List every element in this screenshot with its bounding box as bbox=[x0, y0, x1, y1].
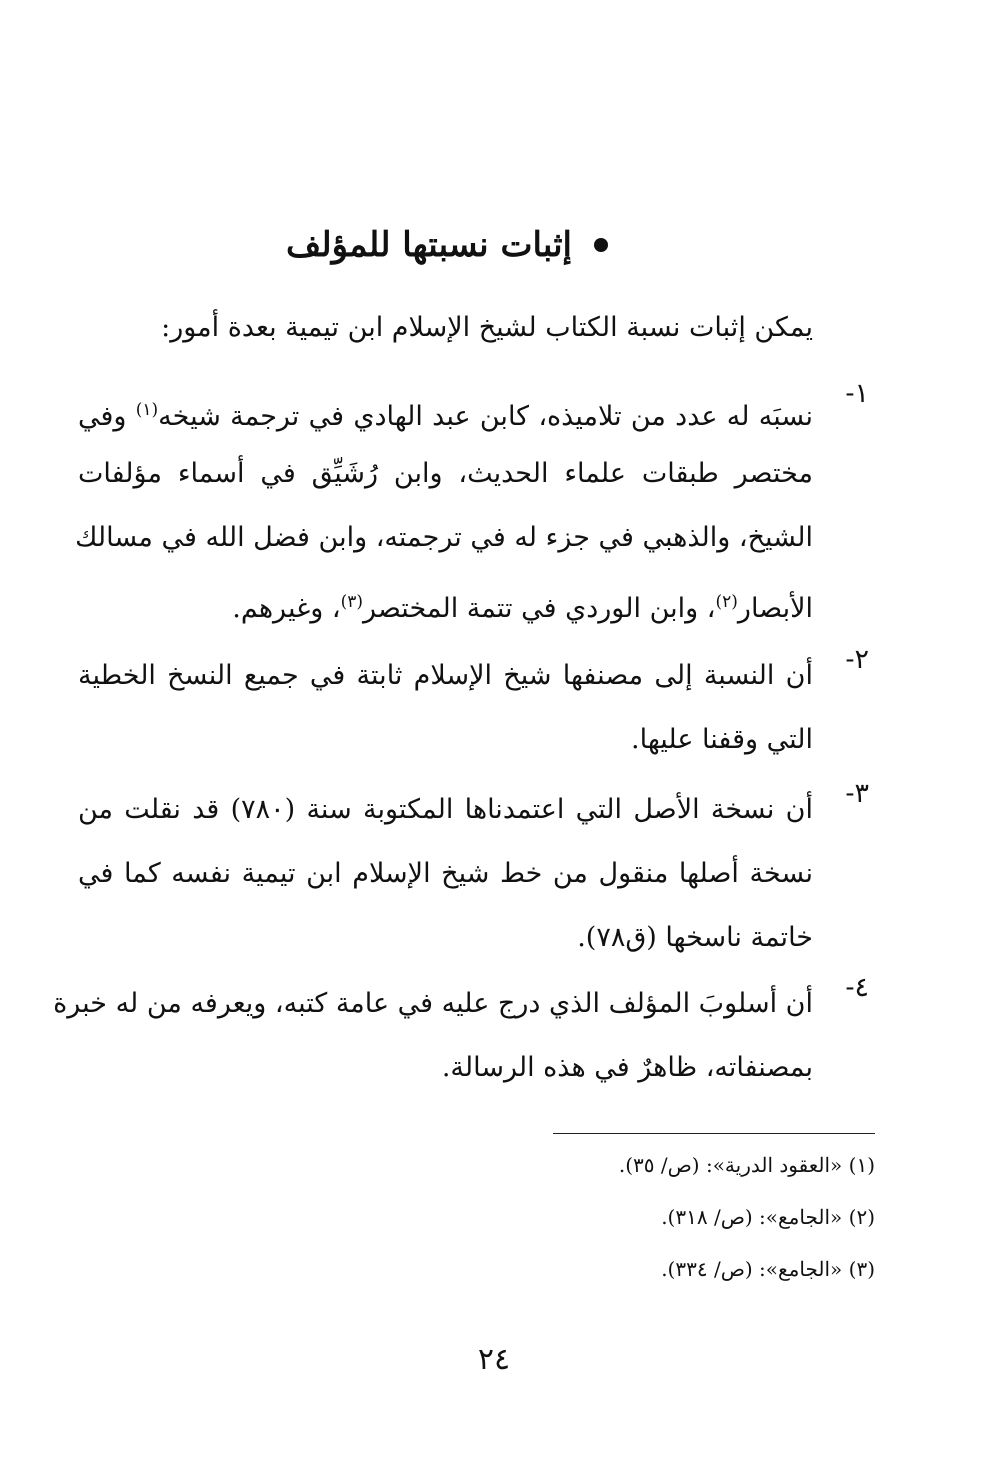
list-item-line: بمصنفاته، ظاهرٌ في هذه الرسالة. bbox=[441, 1052, 813, 1083]
section-heading-text: إثبات نسبتها للمؤلف bbox=[286, 225, 572, 265]
list-item-line: التي وقفنا عليها. bbox=[631, 724, 813, 755]
footnote-divider bbox=[553, 1133, 875, 1134]
footnote-3: (٣) «الجامع»: (ص/ ٣٣٤). bbox=[661, 1257, 875, 1281]
footnote-ref: (٣) bbox=[340, 592, 363, 612]
list-item-line: نسخة أصلها منقول من خط شيخ الإسلام ابن تيمية نفسه كما في bbox=[78, 858, 813, 889]
list-item-line: نسبَه له عدد من تلاميذه، كابن عبد الهادي في ترجمة شيخه$^{(١)}$ وفي bbox=[78, 400, 813, 432]
list-item-line: أن النسبة إلى مصنفها شيخ الإسلام ثابتة في جميع النسخ الخطية bbox=[78, 660, 813, 691]
intro-paragraph: يمكن إثبات نسبة الكتاب لشيخ الإسلام ابن تيمية بعدة أمور: bbox=[161, 312, 813, 343]
bullet-icon bbox=[594, 238, 608, 252]
footnote-2: (٢) «الجامع»: (ص/ ٣١٨). bbox=[661, 1205, 875, 1229]
footnote-ref: (٢) bbox=[715, 592, 738, 612]
list-item-line: الأبصار$^{(٢)}$، وابن الوردي في تتمة المختصر$^{(٣)}$، وغيرهم. bbox=[232, 592, 813, 624]
list-item-number: ٤- bbox=[845, 972, 869, 1003]
list-item-number: ١- bbox=[845, 378, 869, 409]
section-heading bbox=[286, 225, 608, 265]
list-item-line: خاتمة ناسخها (ق٧٨). bbox=[577, 922, 813, 953]
list-item-line: مختصر طبقات علماء الحديث، وابن رُشَيِّق في أسماء مؤلفات bbox=[78, 458, 813, 489]
page-number: ٢٤ bbox=[477, 1342, 511, 1377]
list-item-line: أن نسخة الأصل التي اعتمدناها المكتوبة سنة (٧٨٠) قد نقلت من bbox=[78, 794, 814, 825]
list-item-1 bbox=[75, 378, 869, 634]
list-item-line: الشيخ، والذهبي في جزء له في ترجمته، وابن فضل الله في مسالك bbox=[75, 522, 813, 553]
list-item-number: ٣- bbox=[845, 778, 869, 809]
list-item-4 bbox=[53, 972, 869, 1100]
list-item-3 bbox=[78, 778, 869, 970]
footnote-ref: (١) bbox=[135, 400, 159, 420]
list-item-number: ٢- bbox=[845, 644, 869, 675]
footnote-1: (١) «العقود الدرية»: (ص/ ٣٥). bbox=[618, 1153, 875, 1177]
list-item-line: أن أسلوبَ المؤلف الذي درج عليه في عامة كتبه، ويعرفه من له خبرة bbox=[53, 988, 813, 1019]
list-item-2 bbox=[78, 644, 869, 772]
